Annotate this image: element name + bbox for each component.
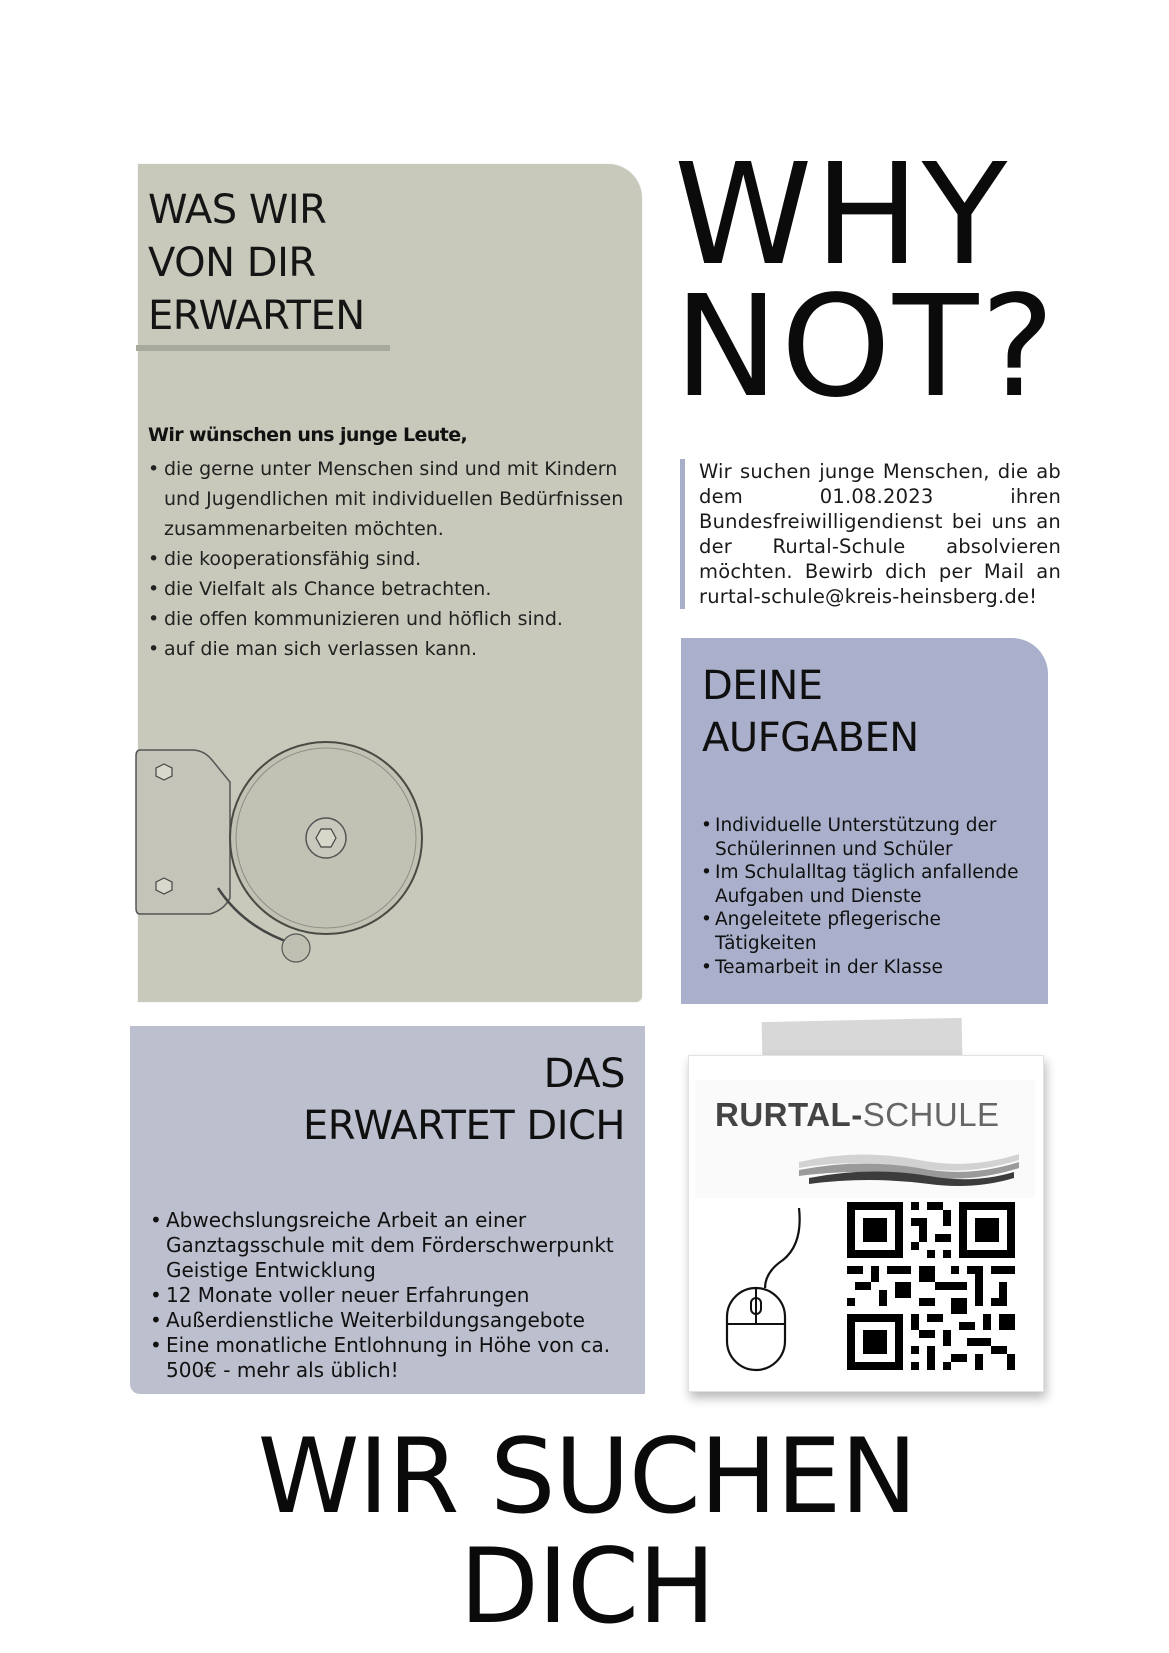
list-item: • Außerdienstliche Weiterbildungsangebote [150, 1308, 620, 1333]
expectations-heading [148, 184, 365, 343]
list-item: • die gerne unter Menschen sind und mit Kindern und Jugendlichen mit individuellen Bedürfnissen zusammenarbeiten möchten. [148, 454, 628, 544]
heading-underline [136, 345, 390, 351]
list-item: • Angeleitete pflegerische Tätigkeiten [701, 908, 1036, 955]
list-item: • die kooperationsfähig sind. [148, 544, 628, 574]
benefits-heading [303, 1048, 625, 1152]
school-card [688, 1055, 1044, 1392]
headline-line: NOT? [674, 266, 1057, 429]
logo-name-bold: RURTAL- [715, 1096, 863, 1133]
expectations-panel [138, 164, 642, 1002]
expectations-intro: Wir wünschen uns junge Leute, [148, 424, 468, 446]
tape-strip [762, 1018, 963, 1060]
heading-line: ERWARTEN [148, 293, 365, 339]
why-not-headline [674, 134, 1057, 429]
benefits-list [150, 1208, 620, 1383]
mouse-icon [721, 1204, 811, 1374]
logo-waves-icon [799, 1146, 1019, 1190]
headline-line: WHY [674, 134, 1010, 297]
qr-code [847, 1202, 1015, 1370]
school-logo-text [715, 1096, 1000, 1134]
tasks-list [701, 814, 1036, 979]
list-item: • Eine monatliche Entlohnung in Höhe von ca. 500€ - mehr als üblich! [150, 1333, 620, 1383]
footer-headline: WIR SUCHEN DICH [257, 1417, 917, 1647]
list-item: • die Vielfalt als Chance betrachten. [148, 574, 628, 604]
heading-line: AUFGABEN [702, 715, 919, 761]
heading-line: DEINE [702, 663, 823, 709]
heading-line: DAS [543, 1051, 625, 1097]
expectations-list [148, 454, 628, 664]
list-item: • die offen kommunizieren und höflich sind. [148, 604, 628, 634]
tasks-heading [702, 660, 919, 764]
intro-paragraph: Wir suchen junge Menschen, die ab dem 01.08.2023 ihren Bundesfreiwilligendienst bei uns an der Rurtal-Schule absolvieren möchten. Bewirb dich per Mail an rurtal-schule@kreis-heinsberg.de! [680, 459, 1061, 609]
heading-line: WAS WIR [148, 187, 327, 233]
tasks-panel [681, 638, 1048, 1004]
list-item: • Individuelle Unterstützung der Schülerinnen und Schüler [701, 814, 1036, 861]
bell-icon [134, 738, 434, 978]
heading-line: VON DIR [148, 240, 316, 286]
heading-line: ERWARTET DICH [302, 1103, 625, 1149]
list-item: • Teamarbeit in der Klasse [701, 956, 1036, 980]
list-item: • Abwechslungsreiche Arbeit an einer Ganztagsschule mit dem Förderschwerpunkt Geistige Entwicklung [150, 1208, 620, 1283]
list-item: • auf die man sich verlassen kann. [148, 634, 628, 664]
benefits-panel [130, 1026, 645, 1394]
logo-name-thin: SCHULE [862, 1096, 1000, 1133]
list-item: • Im Schulalltag täglich anfallende Aufgaben und Dienste [701, 861, 1036, 908]
list-item: • 12 Monate voller neuer Erfahrungen [150, 1283, 620, 1308]
